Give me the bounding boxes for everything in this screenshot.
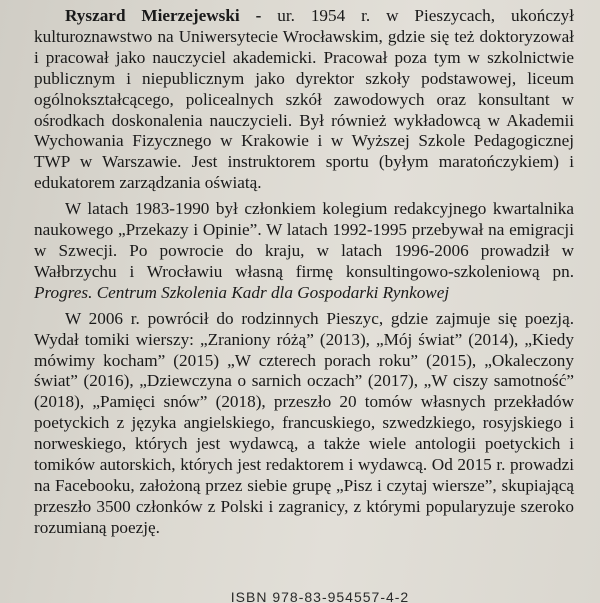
bio-paragraph-1 bbox=[34, 6, 574, 194]
bio-paragraph-3: W 2006 r. powrócił do rodzinnych Pieszyc, gdzie zajmuje się poezją. Wydał tomiki wierszy: „Zraniony różą” (2013), „Mój świat” (2014), „Kiedy mówimy kocham” (2015) „W czterech porach roku” (2015), „Okaleczony świat” (2016), „Dziewczyna o sarnich oczach” (2017), „W ciszy samotność” (2018), „Pamięci snów” (2018), przeszło 20 tomów własnych przekładów poetyckich z języka angielskiego, francuskiego, szwedzkiego, rosyjskiego i norweskiego, których jest wydawcą, a także wiele antologii poetyckich i tomików autorskich, których jest redaktorem i wydawcą. Od 2015 r. prowadzi na Facebooku, założoną przez siebie grupę „Pisz i czytaj wiersze”, skupiającą przeszło 3500 członków z Polski i zagranicy, z którymi popularyzuje szeroko rozumianą poezję. bbox=[34, 308, 574, 537]
author-bio bbox=[34, 6, 574, 539]
bio-paragraph-1-text: ur. 1954 r. w Pieszycach, ukończył kulturoznawstwo na Uniwersytecie Wrocławskim, gdzie się też doktoryzował i pracował jako nauczyciel akademicki. Pracował poza tym w szkolnictwie publicznym i niepublicznym jako dyrektor szkoły podstawowej, liceum ogólnokształcącego, policealnych szkół zawodowych oraz konsultant w ośrodkach doskonalenia nauczycieli. Był również wykładowcą w Akademii Wychowania Fizycznego w Krakowie i w Wyższej Szkole Pedagogicznej TWP w Warszawie. Jest instruktorem sportu (byłym maratończykiem) i edukatorem zarządzania oświatą. bbox=[34, 6, 574, 193]
isbn-number: ISBN 978-83-954557-4-2 bbox=[230, 589, 410, 603]
bio-paragraph-2 bbox=[34, 199, 574, 304]
company-name: Progres. Centrum Szkolenia Kadr dla Gospodarki Rynkowej bbox=[34, 282, 450, 302]
author-name: Ryszard Mierzejewski - bbox=[65, 6, 262, 25]
bio-paragraph-2-text: W latach 1983-1990 był członkiem kolegium redakcyjnego kwartalnika naukowego „Przekazy i Opinie”. W latach 1992-1995 przebywał na emigracji w Szwecji. Po powrocie do kraju, w latach 1996-2006 prowadził w Wałbrzychu i Wrocławiu własną firmę konsultingowo-szkoleniową pn. bbox=[34, 199, 574, 281]
